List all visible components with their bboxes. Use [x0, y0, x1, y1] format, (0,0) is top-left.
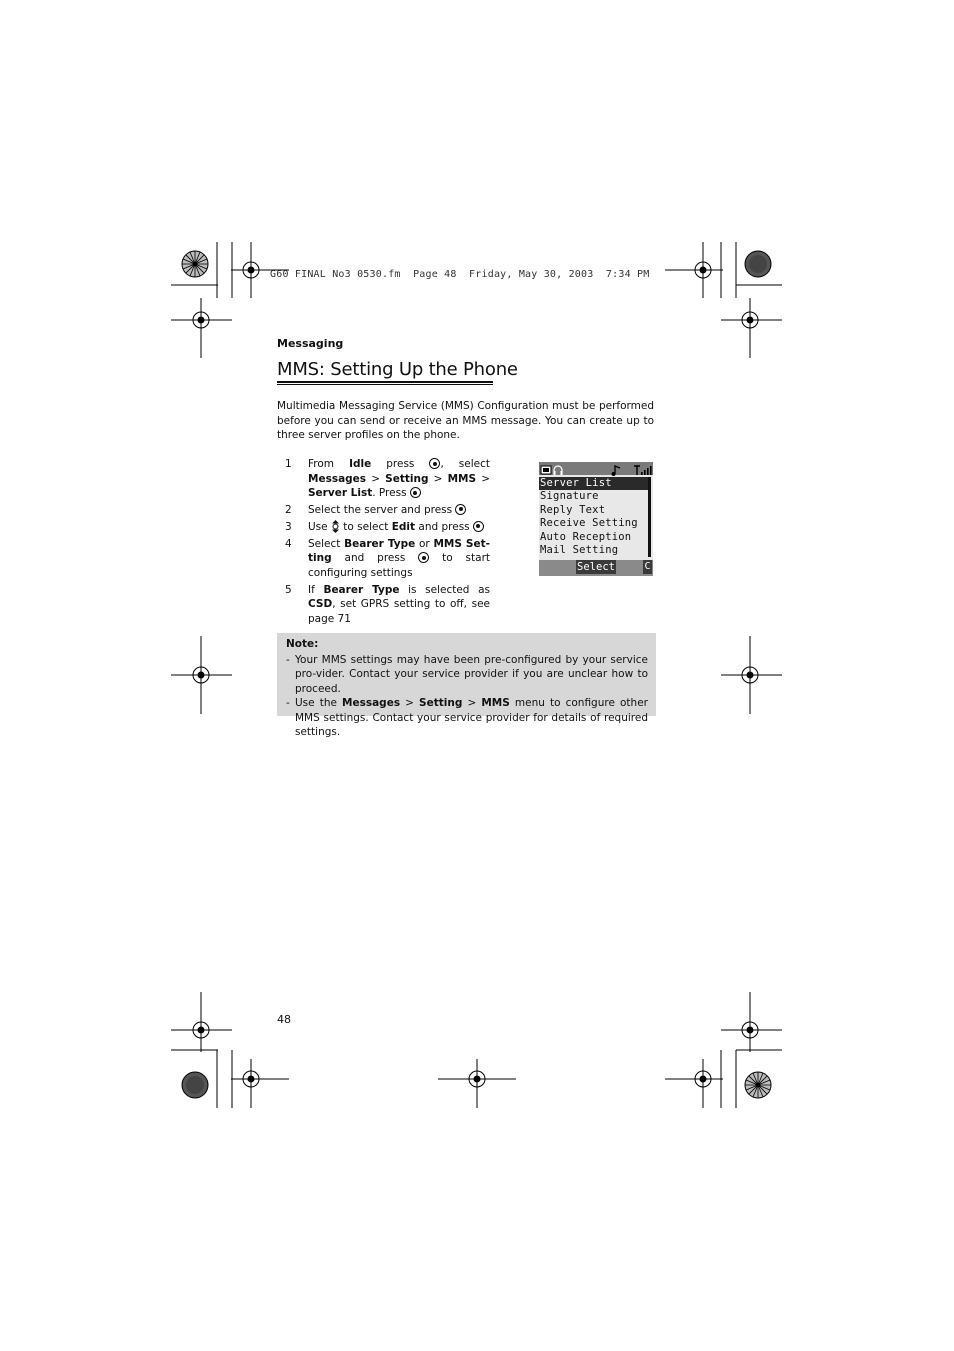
menu-term: Bearer Type — [323, 583, 400, 596]
menu-term: Messages — [342, 697, 401, 710]
step-fragment: menu to configure other MMS settings. Contact your service provider for details of required settings. — [295, 697, 648, 739]
step-fragment: > — [428, 472, 448, 485]
color-target-mark — [745, 1072, 771, 1098]
step-fragment: to start configuring settings — [308, 552, 491, 579]
step-fragment: to select — [339, 520, 392, 533]
step-fragment: > — [462, 697, 482, 710]
softkey-select[interactable]: Select — [577, 561, 615, 573]
step-fragment: or — [415, 537, 434, 550]
menu-term: MMS Set-ting — [308, 537, 490, 565]
step-fragment: is selected as — [399, 583, 490, 596]
step-fragment: press — [371, 458, 430, 470]
step-number: 5 — [285, 583, 292, 596]
note-dash: - — [286, 654, 290, 666]
step-number: 2 — [285, 503, 292, 516]
page-title: MMS: Setting Up the Phone — [277, 359, 518, 380]
intro-paragraph: Multimedia Messaging Service (MMS) Configuration must be performed before you can send or receive an MMS message. You can create up to three server profiles on the phone. — [277, 400, 654, 442]
step-fragment: , select — [440, 458, 491, 470]
step-number: 3 — [285, 520, 292, 533]
menu-term: CSD — [308, 598, 333, 611]
phone-menu-item[interactable]: Auto Reception — [540, 530, 632, 543]
page-number: 48 — [277, 1013, 291, 1026]
softkey-clear[interactable]: C — [644, 561, 651, 572]
menu-term: Server List — [308, 487, 373, 500]
note-title: Note: — [286, 638, 319, 650]
menu-term: Idle — [349, 458, 372, 470]
menu-term: Bearer Type — [344, 537, 416, 550]
step-fragment: > — [366, 472, 386, 485]
phone-menu-item[interactable]: Receive Setting — [540, 517, 638, 530]
phone-menu-item[interactable]: Reply Text — [540, 503, 606, 516]
phone-menu-item[interactable]: Mail Setting — [540, 544, 619, 556]
color-target-mark — [182, 1072, 208, 1098]
note-dash: - — [286, 697, 290, 710]
color-target-mark — [182, 251, 208, 277]
print-header: G60 FINAL No3 0530.fm Page 48 Friday, May 30, 2003 7:34 PM — [270, 269, 650, 280]
phone-menu-item[interactable]: Server List — [539, 477, 648, 490]
step-fragment: Select — [308, 537, 345, 550]
menu-term: MMS — [481, 697, 510, 710]
step-fragment: > — [400, 697, 420, 710]
step-fragment: If — [308, 583, 324, 596]
menu-term: Setting — [385, 472, 429, 485]
step-fragment: > — [476, 472, 490, 485]
step-fragment: Your MMS settings may have been pre-configured by your service pro-vider. Contact your service provider if you are unclear how to proceed. — [295, 654, 648, 695]
menu-term: Setting — [419, 697, 463, 710]
step-fragment: From — [308, 458, 350, 470]
step-number: 4 — [285, 537, 292, 550]
menu-term: Messages — [308, 472, 367, 485]
step-fragment: Use — [308, 520, 331, 533]
step-fragment: . Press — [372, 487, 410, 500]
phone-menu-item[interactable]: Signature — [540, 490, 599, 503]
step-fragment: Select the server and press — [308, 503, 456, 516]
menu-term: Edit — [391, 520, 416, 533]
menu-term: MMS — [447, 472, 477, 485]
step-fragment: Use the — [295, 697, 343, 710]
section-label: Messaging — [277, 337, 344, 350]
step-fragment: , set GPRS setting to off, see page 71 — [308, 598, 490, 625]
color-target-mark — [745, 251, 771, 277]
step-fragment: and press — [415, 520, 473, 533]
step-fragment: and press — [331, 552, 419, 565]
step-number: 1 — [285, 458, 292, 470]
